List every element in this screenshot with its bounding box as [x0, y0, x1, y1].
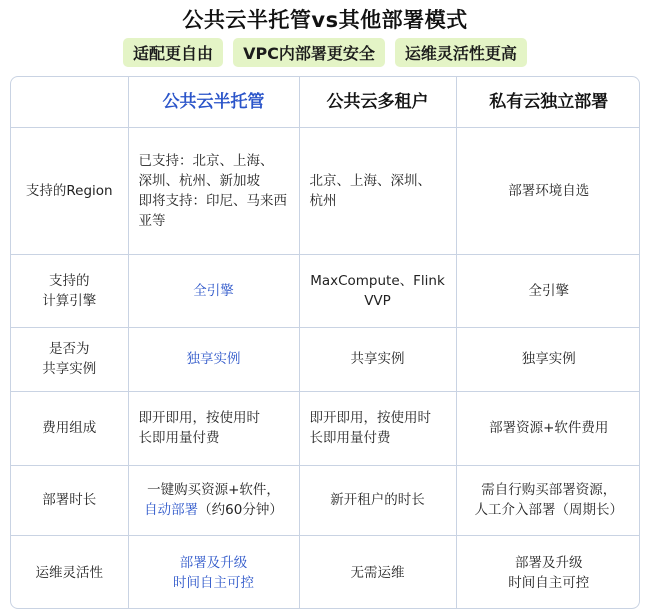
- header-private-dedicated: 私有云独立部署: [456, 77, 640, 127]
- cell-line-mixed: [135, 500, 293, 520]
- cell-deploy-private: [456, 465, 640, 535]
- cell-line: 部署及升级: [515, 554, 583, 571]
- row-label-engine: [11, 254, 128, 327]
- cell-line: 即开即用，按使用时: [138, 410, 260, 426]
- cell-line: 部署环境自选: [508, 182, 590, 199]
- table-row: [11, 535, 640, 609]
- cell-line: 全引擎: [528, 282, 569, 299]
- comparison-table: [10, 76, 640, 609]
- cell-line: 独享实例: [521, 351, 576, 367]
- cell-line: 无需运维: [350, 564, 405, 581]
- cell-shared-private: [456, 327, 640, 391]
- cell-deploy-semi-managed: [128, 465, 299, 535]
- cell-line: 即将支持：印尼、马来西: [138, 192, 287, 209]
- cell-line: 时间自主可控: [173, 574, 254, 591]
- cell-line: 长即用量付费: [309, 430, 391, 446]
- table-row: [11, 465, 640, 535]
- deploy-duration-text: （约60分钟）: [198, 502, 283, 518]
- cell-line: 即开即用，按使用时: [309, 410, 431, 426]
- row-label-shared: [11, 327, 128, 391]
- cell-shared-semi-managed: [128, 327, 299, 391]
- table-row: [11, 127, 640, 254]
- cell-engine-semi-managed: [128, 254, 299, 327]
- cell-line: MaxCompute、Flink: [310, 272, 445, 289]
- header-public-semi-managed: 公共云半托管: [128, 77, 299, 127]
- tag-vpc-security: VPC内部署更安全: [233, 38, 385, 67]
- header-public-multi-tenant: 公共云多租户: [299, 77, 456, 127]
- cell-line: 已支持：北京、上海、: [138, 152, 274, 169]
- cell-line: 人工介入部署（周期长）: [474, 502, 623, 518]
- row-label-cost: 费用组成: [11, 391, 128, 465]
- cell-cost-semi-managed: [128, 391, 299, 465]
- table-row: [11, 254, 640, 327]
- cell-line: VVP: [364, 292, 391, 309]
- table-row: [11, 327, 640, 391]
- cell-line: 北京、上海、深圳、: [309, 172, 431, 189]
- cell-line: 亚等: [138, 212, 166, 229]
- row-label-region: 支持的Region: [11, 127, 128, 254]
- cell-engine-multi-tenant: [299, 254, 456, 327]
- label-line: 计算引擎: [42, 292, 97, 309]
- cell-line: 杭州: [309, 192, 337, 209]
- tag-adapt: 适配更自由: [123, 38, 223, 67]
- cell-engine-private: [456, 254, 640, 327]
- cell-region-private: [456, 127, 640, 254]
- feature-tags: [0, 38, 650, 67]
- page-title: 公共云半托管vs其他部署模式: [182, 8, 468, 32]
- cell-shared-multi-tenant: [299, 327, 456, 391]
- tag-ops-flexibility: 运维灵活性更高: [395, 38, 527, 67]
- cell-region-multi-tenant: [299, 127, 456, 254]
- cell-line: 部署资源+软件费用: [489, 420, 609, 436]
- cell-line: 全引擎: [193, 282, 234, 299]
- cell-cost-private: [456, 391, 640, 465]
- label-line: 支持的: [49, 272, 90, 289]
- label-line: 是否为: [49, 341, 90, 357]
- cell-line: 深圳、杭州、新加坡: [138, 172, 260, 189]
- cell-line: 独享实例: [186, 351, 241, 367]
- cell-line: 需自行购买部署资源，: [481, 482, 617, 498]
- cell-line: 一键购买资源+软件，: [147, 482, 280, 498]
- cell-line: 部署及升级: [179, 554, 248, 571]
- cell-cost-multi-tenant: [299, 391, 456, 465]
- label-line: 共享实例: [42, 361, 97, 377]
- header-empty: [11, 77, 128, 127]
- row-label-deploy-time: 部署时长: [11, 465, 128, 535]
- cell-line: 共享实例: [350, 351, 405, 367]
- cell-line: 长即用量付费: [138, 430, 220, 446]
- cell-ops-semi-managed: [128, 535, 299, 609]
- table-row: [11, 391, 640, 465]
- table-header-row: [11, 77, 640, 127]
- cell-ops-private: [456, 535, 640, 609]
- cell-line: 新开租户的时长: [330, 492, 425, 508]
- row-label-ops: 运维灵活性: [11, 535, 128, 609]
- cell-deploy-multi-tenant: [299, 465, 456, 535]
- auto-deploy-text: 自动部署: [144, 502, 199, 518]
- cell-region-semi-managed: [128, 127, 299, 254]
- cell-line: 时间自主可控: [508, 574, 590, 591]
- cell-ops-multi-tenant: [299, 535, 456, 609]
